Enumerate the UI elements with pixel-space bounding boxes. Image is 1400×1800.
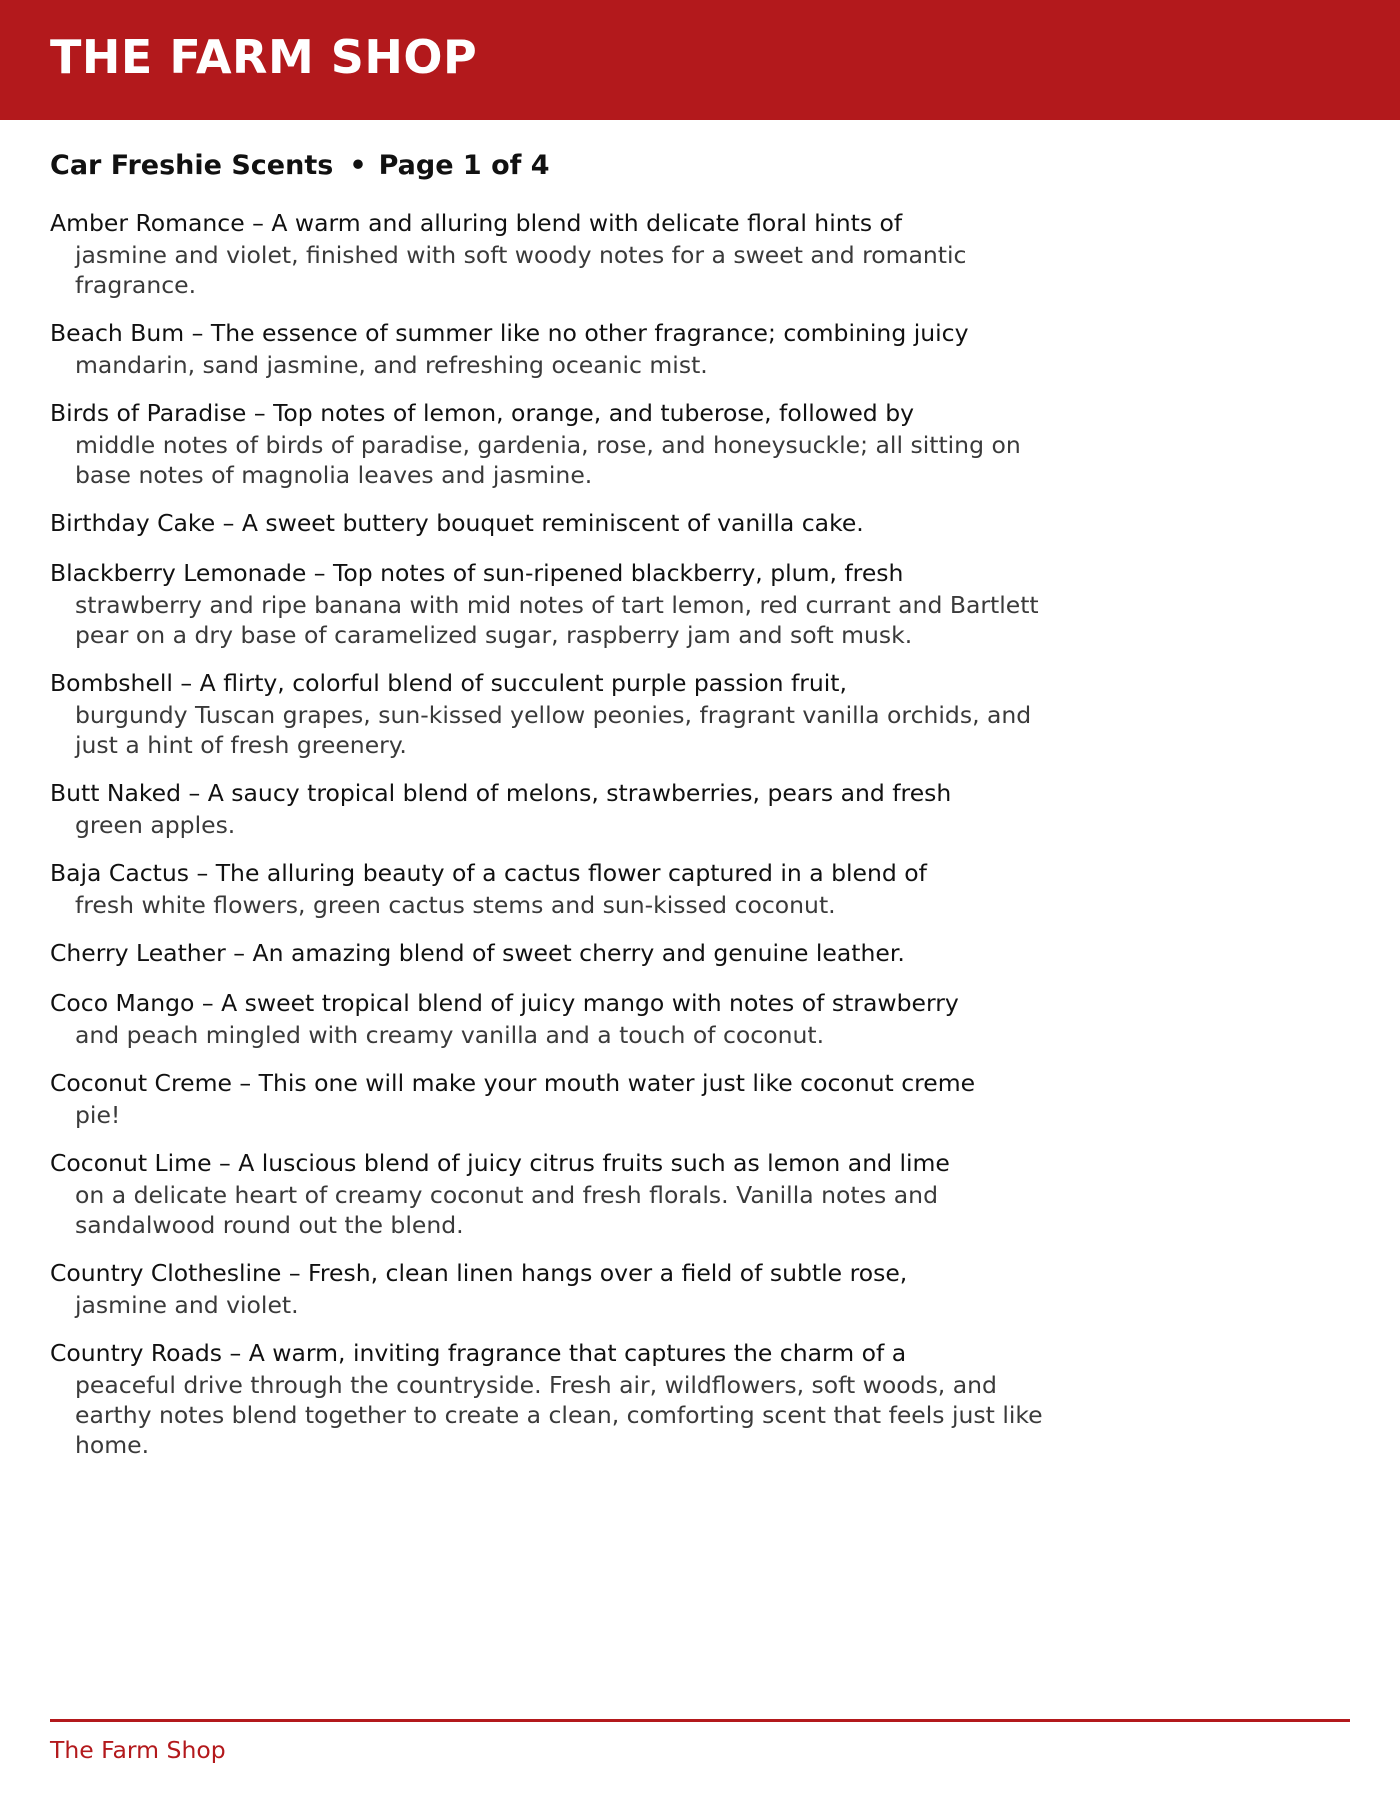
scent-name-line: Birds of Paradise – Top notes of lemon, orange, and tuberose, followed by	[50, 399, 915, 427]
scent-item-country-clothesline	[50, 1256, 1050, 1320]
scent-item-birthday-cake	[50, 506, 1050, 540]
scent-name-line: Amber Romance – A warm and alluring blend with delicate floral hints of	[50, 209, 903, 237]
scent-description: peaceful drive through the countryside. Fresh air, wildflowers, soft woods, and earthy notes blend together to create a clean, comforting scent that feels just like home.	[75, 1371, 1043, 1459]
scent-description: fresh white flowers, green cactus stems and sun-kissed coconut.	[75, 891, 836, 919]
header-banner	[0, 0, 1400, 120]
scent-name-line: Country Clothesline – Fresh, clean linen hangs over a field of subtle rose,	[50, 1259, 908, 1287]
scent-description: green apples.	[75, 811, 236, 839]
scent-item-birds-of-paradise	[50, 396, 1050, 490]
scent-item-coconut-creme	[50, 1066, 1050, 1130]
scent-description: jasmine and violet.	[75, 1291, 299, 1319]
scent-item-blackberry-lemonade	[50, 556, 1050, 650]
scent-item-baja-cactus	[50, 856, 1050, 920]
scent-description: middle notes of birds of paradise, gardenia, rose, and honeysuckle; all sitting on base notes of magnolia leaves and jasmine.	[75, 431, 1021, 489]
scent-name-line: Coco Mango – A sweet tropical blend of juicy mango with notes of strawberry	[50, 989, 959, 1017]
scent-name-line: Baja Cactus – The alluring beauty of a cactus flower captured in a blend of	[50, 859, 927, 887]
scent-name-line: Coconut Lime – A luscious blend of juicy citrus fruits such as lemon and lime	[50, 1149, 950, 1177]
scent-item-country-roads	[50, 1336, 1050, 1460]
scent-description: on a delicate heart of creamy coconut and fresh florals. Vanilla notes and sandalwood round out the blend.	[75, 1181, 938, 1239]
footer-shop-name: The Farm Shop	[50, 1736, 226, 1764]
scent-item-cherry-leather	[50, 936, 1050, 970]
scent-name-line: Beach Bum – The essence of summer like no other fragrance; combining juicy	[50, 319, 969, 347]
scent-description: strawberry and ripe banana with mid notes of tart lemon, red currant and Bartlett pear on a dry base of caramelized sugar, raspberry jam and soft musk.	[75, 591, 1039, 649]
scent-name-line: Birthday Cake – A sweet buttery bouquet reminiscent of vanilla cake.	[50, 509, 864, 537]
scent-description: mandarin, sand jasmine, and refreshing oceanic mist.	[75, 351, 708, 379]
scent-item-butt-naked	[50, 776, 1050, 840]
scent-item-amber-romance	[50, 206, 1050, 300]
page-indicator: Page 1 of 4	[378, 150, 550, 181]
scent-item-beach-bum	[50, 316, 1050, 380]
footer-divider	[50, 1719, 1350, 1722]
scent-name-line: Blackberry Lemonade – Top notes of sun-ripened blackberry, plum, fresh	[50, 559, 904, 587]
scent-name-line: Bombshell – A flirty, colorful blend of succulent purple passion fruit,	[50, 669, 847, 697]
scent-item-bombshell	[50, 666, 1050, 760]
scent-name-line: Coconut Creme – This one will make your mouth water just like coconut creme	[50, 1069, 976, 1097]
page-subtitle	[50, 148, 550, 184]
scent-name-line: Cherry Leather – An amazing blend of sweet cherry and genuine leather.	[50, 939, 905, 967]
scent-list	[50, 206, 1050, 1476]
section-title: Car Freshie Scents	[50, 150, 334, 181]
brand-title: THE FARM SHOP	[50, 30, 478, 84]
scent-item-coco-mango	[50, 986, 1050, 1050]
scent-description: and peach mingled with creamy vanilla and a touch of coconut.	[75, 1021, 825, 1049]
scent-description: burgundy Tuscan grapes, sun-kissed yellow peonies, fragrant vanilla orchids, and just a hint of fresh greenery.	[75, 701, 1032, 759]
scent-item-coconut-lime	[50, 1146, 1050, 1240]
separator-bullet: •	[349, 150, 367, 181]
scent-name-line: Country Roads – A warm, inviting fragrance that captures the charm of a	[50, 1339, 907, 1367]
scent-description: jasmine and violet, finished with soft woody notes for a sweet and romantic fragrance.	[75, 241, 967, 299]
scent-description: pie!	[75, 1101, 121, 1129]
scent-name-line: Butt Naked – A saucy tropical blend of melons, strawberries, pears and fresh	[50, 779, 952, 807]
